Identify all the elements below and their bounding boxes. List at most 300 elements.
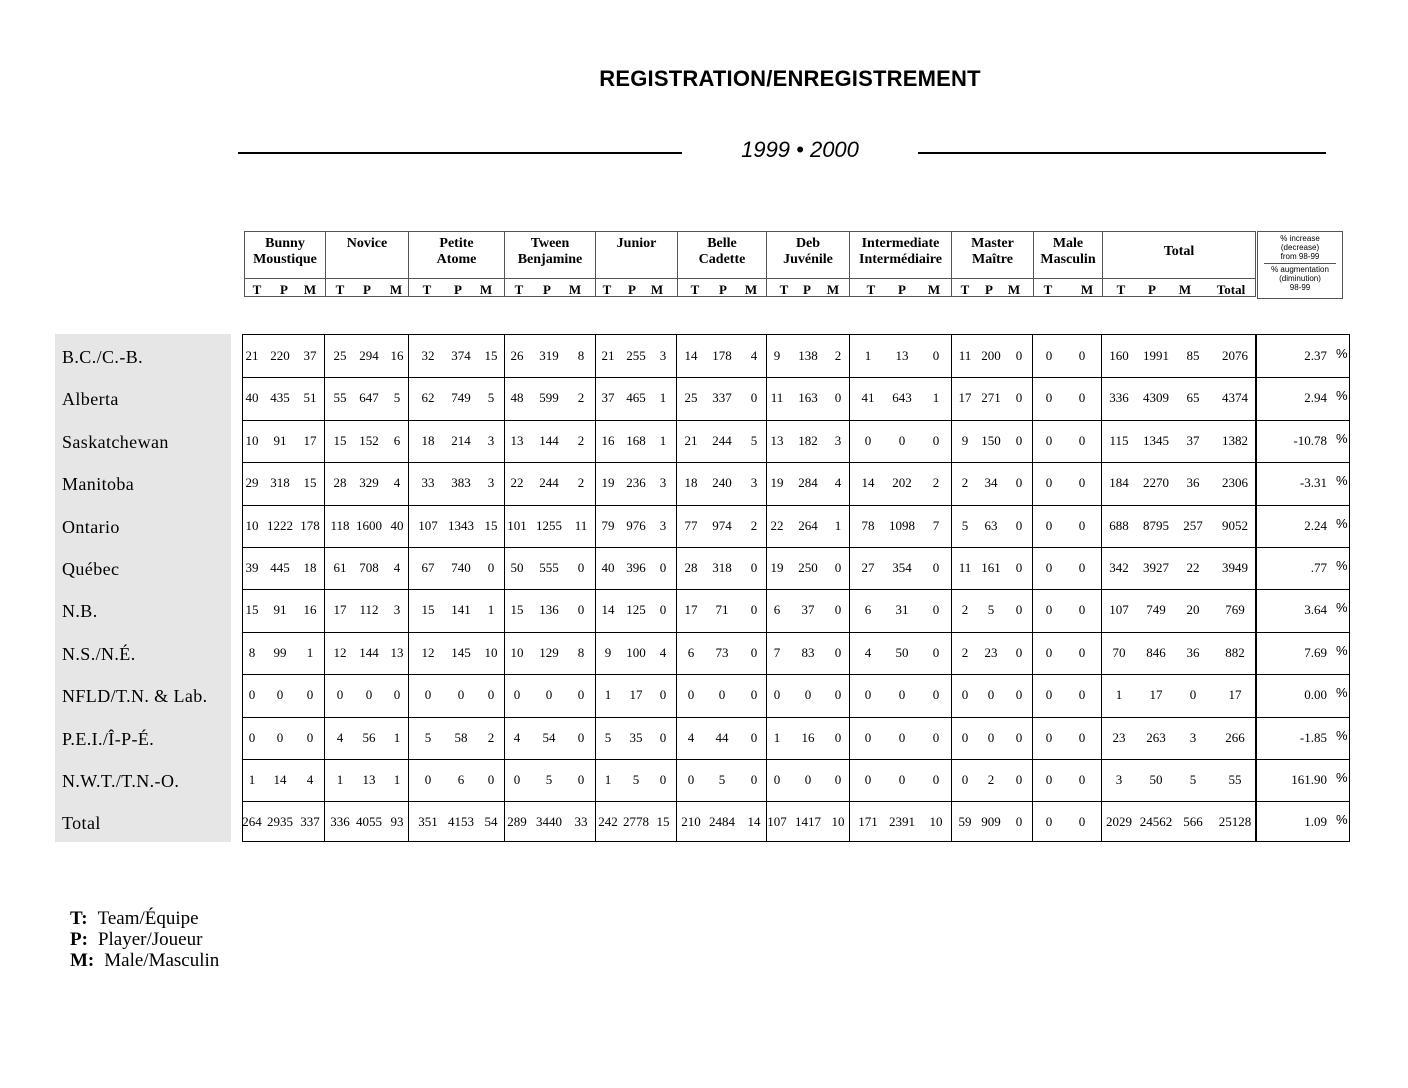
header-sub-label: M [479, 282, 493, 297]
table-cell: 14 [684, 348, 698, 363]
table-cell: 846 [1146, 644, 1166, 660]
table-cell: 4 [834, 475, 842, 491]
table-cell: 4 [687, 729, 695, 745]
table-cell: 93 [390, 814, 404, 830]
table-cell: 337 [300, 814, 320, 830]
table-cell: 0 [834, 390, 842, 406]
table-cell: 0 [687, 772, 695, 787]
table-cell: 0 [1015, 475, 1023, 491]
pct-change-value: -3.31 [1299, 475, 1327, 491]
table-cell: 4 [750, 348, 758, 363]
table-cell: 163 [798, 390, 818, 406]
table-cell: 7 [932, 517, 940, 533]
row-divider [243, 589, 1349, 590]
table-cell: 50 [1149, 772, 1163, 787]
table-cell: 236 [626, 475, 646, 491]
table-cell: 3440 [536, 814, 562, 830]
table-cell: 0 [987, 687, 995, 703]
table-cell: 740 [451, 560, 471, 575]
table-cell: 107 [1109, 602, 1129, 618]
table-cell: 909 [981, 814, 1001, 830]
pct-change-value: -1.85 [1299, 729, 1327, 745]
table-cell: 643 [892, 390, 912, 406]
table-cell: 40 [601, 560, 615, 575]
table-cell: 21 [245, 348, 259, 363]
table-cell: 3 [750, 475, 758, 491]
table-cell: 5 [987, 602, 995, 618]
table-cell: 0 [393, 687, 401, 703]
table-cell: 6 [687, 644, 695, 660]
header-group [504, 231, 596, 297]
column-divider [1256, 335, 1257, 841]
table-cell: 178 [300, 517, 320, 533]
table-cell: 41 [861, 390, 875, 406]
table-cell: 118 [330, 517, 350, 533]
percent-sign: % [1336, 685, 1348, 701]
table-cell: 22 [770, 517, 784, 533]
table-cell: 0 [687, 687, 695, 703]
table-cell: 1 [864, 348, 872, 363]
table-cell: 13 [895, 348, 909, 363]
table-cell: 35 [629, 729, 643, 745]
header-group-name: Intermediate Intermédiaire [859, 236, 942, 267]
pct-change-value: 2.37 [1304, 348, 1327, 363]
header-group [1033, 231, 1103, 297]
table-cell: 0 [1078, 814, 1086, 830]
table-cell: 4 [336, 729, 344, 745]
column-divider [676, 335, 677, 841]
column-divider [766, 335, 767, 841]
table-cell: 0 [1078, 475, 1086, 491]
table-cell: 0 [1078, 687, 1086, 703]
table-cell: 0 [276, 729, 284, 745]
row-label: Alberta [62, 389, 119, 410]
table-header [244, 231, 1344, 299]
percent-sign: % [1336, 727, 1348, 743]
header-sub-label: M [568, 282, 582, 297]
table-cell: 0 [1015, 560, 1023, 575]
table-cell: 13 [390, 644, 404, 660]
table-cell: 0 [773, 772, 781, 787]
table-cell: 0 [1078, 602, 1086, 618]
table-cell: 5 [961, 517, 969, 533]
table-cell: 2029 [1106, 814, 1132, 830]
header-sub-label: M [744, 282, 758, 297]
table-cell: 3 [834, 432, 842, 448]
table-cell: 210 [681, 814, 701, 830]
table-cell: 0 [1045, 475, 1053, 491]
table-cell: 5 [750, 432, 758, 448]
table-cell: 4374 [1222, 390, 1248, 406]
table-cell: 12 [421, 644, 435, 660]
table-cell: 4 [864, 644, 872, 660]
table-cell: 2 [577, 390, 585, 406]
table-cell: 0 [932, 560, 940, 575]
table-cell: 0 [1045, 390, 1053, 406]
table-cell: 1 [393, 772, 401, 787]
table-cell: 3949 [1222, 560, 1248, 575]
table-cell: 73 [715, 644, 729, 660]
table-cell: 1991 [1143, 348, 1169, 363]
header-sub-label: P [454, 282, 462, 297]
table-cell: 974 [712, 517, 732, 533]
legend-item [70, 908, 219, 929]
table-cell: 13 [510, 432, 524, 448]
table-cell: 0 [1045, 432, 1053, 448]
table-cell: 0 [1015, 644, 1023, 660]
table-cell: 36 [1186, 644, 1200, 660]
table-cell: 39 [245, 560, 259, 575]
column-divider [408, 335, 409, 841]
table-cell: 161 [981, 560, 1001, 575]
table-cell: 7 [773, 644, 781, 660]
title-rule-left [238, 152, 682, 154]
table-cell: 107 [418, 517, 438, 533]
table-cell: 1098 [889, 517, 915, 533]
table-cell: 0 [1078, 390, 1086, 406]
table-cell: 3 [1115, 772, 1123, 787]
table-cell: 749 [1146, 602, 1166, 618]
table-cell: 91 [273, 602, 287, 618]
table-cell: 0 [750, 729, 758, 745]
percent-sign: % [1336, 812, 1348, 828]
table-cell: 144 [539, 432, 559, 448]
table-cell: 18 [684, 475, 698, 491]
table-cell: 0 [1078, 560, 1086, 575]
table-cell: 263 [1146, 729, 1166, 745]
table-cell: 59 [958, 814, 972, 830]
row-label: B.C./C.-B. [62, 347, 144, 367]
pct-change-value: 2.24 [1304, 517, 1327, 533]
header-sub-label: T [779, 282, 789, 297]
header-sub-label: P [1148, 282, 1156, 297]
row-label: P.E.I./Î-P-É. [62, 728, 155, 749]
table-cell: 0 [750, 560, 758, 575]
table-cell: 56 [362, 729, 376, 745]
table-cell: 17 [1228, 687, 1242, 703]
header-group [408, 231, 505, 297]
table-cell: 25 [684, 390, 698, 406]
pct-header-en: % increase (decrease) from 98-99 [1280, 234, 1320, 261]
header-sub-label: T [1116, 282, 1126, 297]
table-cell: 4 [306, 772, 314, 787]
table-cell: 2 [577, 475, 585, 491]
table-cell: 0 [834, 687, 842, 703]
table-cell: 144 [359, 644, 379, 660]
table-cell: 0 [750, 772, 758, 787]
table-cell: 15 [333, 432, 347, 448]
header-sub-label: T [960, 282, 970, 297]
table-cell: 555 [539, 560, 559, 575]
table-cell: 55 [333, 390, 347, 406]
header-sub-label: P [280, 282, 288, 297]
table-cell: 63 [984, 517, 998, 533]
table-cell: 1222 [267, 517, 293, 533]
table-cell: 18 [421, 432, 435, 448]
table-cell: 78 [861, 517, 875, 533]
table-cell: 976 [626, 517, 646, 533]
table-cell: 14 [601, 602, 615, 618]
table-cell: 0 [864, 432, 872, 448]
table-cell: 264 [242, 814, 262, 830]
table-cell: 566 [1183, 814, 1203, 830]
table-cell: 141 [451, 602, 471, 618]
table-cell: 125 [626, 602, 646, 618]
header-sub-label: T [422, 282, 432, 297]
table-cell: 319 [539, 348, 559, 363]
table-cell: 0 [834, 772, 842, 787]
table-cell: 37 [601, 390, 615, 406]
legend-key: P: [70, 929, 88, 950]
table-cell: 129 [539, 644, 559, 660]
table-cell: 2306 [1222, 475, 1248, 491]
table-cell: 1255 [536, 517, 562, 533]
table-cell: 55 [1228, 772, 1242, 787]
table-cell: 62 [421, 390, 435, 406]
table-cell: 749 [451, 390, 471, 406]
table-cell: 0 [487, 687, 495, 703]
table-cell: 1 [834, 517, 842, 533]
row-label: Québec [62, 559, 120, 579]
table-cell: 0 [1015, 432, 1023, 448]
table-cell: 329 [359, 475, 379, 491]
table-cell: 0 [1015, 772, 1023, 787]
table-cell: 0 [898, 432, 906, 448]
column-divider [1101, 335, 1102, 841]
table-cell: 2778 [623, 814, 649, 830]
table-cell: 54 [542, 729, 556, 745]
table-cell: 25 [333, 348, 347, 363]
row-label: N.B. [62, 601, 98, 622]
table-cell: 2391 [889, 814, 915, 830]
table-cell: 284 [798, 475, 818, 491]
table-cell: 3 [659, 348, 667, 363]
table-cell: 15 [421, 602, 435, 618]
table-cell: 1 [659, 390, 667, 406]
table-cell: 0 [961, 729, 969, 745]
percent-sign: % [1336, 770, 1348, 785]
table-cell: 1 [773, 729, 781, 745]
table-cell: 31 [895, 602, 909, 618]
table-cell: 4 [393, 560, 401, 575]
table-cell: 13 [362, 772, 376, 787]
table-cell: 0 [961, 687, 969, 703]
percent-sign: % [1336, 642, 1348, 658]
header-group-name: Bunny Moustique [253, 236, 317, 267]
pct-change-value: 161.90 [1291, 772, 1327, 787]
table-cell: 12 [333, 644, 347, 660]
table-cell: 0 [864, 729, 872, 745]
table-cell: 0 [545, 687, 553, 703]
table-cell: 16 [390, 348, 404, 363]
header-group [595, 231, 678, 297]
column-divider [324, 335, 325, 841]
registration-table [242, 334, 1350, 842]
table-cell: 688 [1109, 517, 1129, 533]
table-cell: 2 [961, 644, 969, 660]
table-cell: 0 [864, 772, 872, 787]
table-cell: 244 [712, 432, 732, 448]
table-cell: 2270 [1143, 475, 1169, 491]
row-divider [243, 462, 1349, 463]
header-group [951, 231, 1034, 297]
header-group [766, 231, 850, 297]
header-sub-label: M [389, 282, 403, 297]
table-cell: 1 [604, 772, 612, 787]
row-divider [243, 801, 1349, 802]
table-cell: 0 [513, 687, 521, 703]
header-group-name: Tween Benjamine [517, 236, 583, 267]
table-cell: 4055 [356, 814, 382, 830]
table-cell: 138 [798, 348, 818, 363]
table-cell: 48 [510, 390, 524, 406]
table-cell: 171 [858, 814, 878, 830]
table-cell: 25128 [1218, 814, 1252, 830]
legend-text: Male/Masculin [104, 950, 220, 971]
table-cell: 32 [421, 348, 435, 363]
table-cell: 1345 [1143, 432, 1169, 448]
legend-item [70, 929, 219, 950]
table-cell: 5 [424, 729, 432, 745]
header-group-name: Total [1163, 244, 1195, 259]
table-cell: 0 [1045, 348, 1053, 363]
table-cell: 58 [454, 729, 468, 745]
header-group-name: Male Masculin [1040, 236, 1096, 267]
table-cell: 2 [961, 475, 969, 491]
table-cell: 374 [451, 348, 471, 363]
table-cell: 0 [750, 687, 758, 703]
table-cell: 101 [507, 517, 527, 533]
table-cell: 0 [248, 729, 256, 745]
table-cell: 54 [484, 814, 498, 830]
table-cell: 9052 [1222, 517, 1248, 533]
row-divider [243, 505, 1349, 506]
table-cell: 240 [712, 475, 732, 491]
row-label: Manitoba [62, 474, 135, 495]
table-cell: 0 [1015, 814, 1023, 830]
header-group-name: Petite Atome [436, 236, 477, 267]
header-sub-label: M [1007, 282, 1021, 297]
percent-sign: % [1336, 515, 1348, 531]
table-cell: 6 [864, 602, 872, 618]
table-cell: 9 [961, 432, 969, 448]
table-cell: 0 [1015, 517, 1023, 533]
table-cell: 0 [513, 772, 521, 787]
table-cell: 0 [577, 772, 585, 787]
pct-change-value: 2.94 [1304, 390, 1327, 406]
table-cell: 318 [712, 560, 732, 575]
legend-text: Team/Équipe [97, 908, 199, 929]
table-cell: 0 [336, 687, 344, 703]
table-cell: 44 [715, 729, 729, 745]
row-divider [243, 674, 1349, 675]
table-cell: 8 [577, 644, 585, 660]
table-cell: 0 [834, 729, 842, 745]
title-rule-right [918, 152, 1326, 154]
table-cell: 50 [510, 560, 524, 575]
table-cell: 21 [684, 432, 698, 448]
row-label: N.S./N.É. [62, 643, 136, 664]
table-cell: 351 [418, 814, 438, 830]
table-cell: 14 [747, 814, 761, 830]
header-sub-label: T [252, 282, 262, 297]
table-cell: 882 [1225, 644, 1245, 660]
row-divider [243, 420, 1349, 421]
table-cell: 1 [1115, 687, 1123, 703]
row-label: NFLD/T.N. & Lab. [62, 686, 208, 707]
table-cell: 647 [359, 390, 379, 406]
table-cell: 15 [510, 602, 524, 618]
header-group [1102, 231, 1256, 297]
header-sub-label: M [927, 282, 941, 297]
table-cell: 34 [984, 475, 998, 491]
table-cell: 8795 [1143, 517, 1169, 533]
table-cell: 19 [770, 560, 784, 575]
table-cell: 0 [577, 560, 585, 575]
header-group-name: Master Maître [971, 236, 1014, 267]
table-cell: 28 [333, 475, 347, 491]
table-cell: 17 [629, 687, 643, 703]
table-cell: 0 [804, 687, 812, 703]
table-cell: 354 [892, 560, 912, 575]
table-cell: 19 [770, 475, 784, 491]
header-group-name: Belle Cadette [698, 236, 746, 267]
table-cell: 3 [487, 432, 495, 448]
table-cell: 200 [981, 348, 1001, 363]
table-cell: 15 [245, 602, 259, 618]
table-cell: 6 [457, 772, 465, 787]
table-cell: 2 [987, 772, 995, 787]
header-sub-label: T [335, 282, 345, 297]
table-cell: 3927 [1143, 560, 1169, 575]
header-sub-label: P [719, 282, 727, 297]
table-cell: 15 [484, 348, 498, 363]
header-sub-label: T [514, 282, 524, 297]
table-cell: 0 [898, 772, 906, 787]
table-cell: 0 [773, 687, 781, 703]
table-cell: 0 [932, 432, 940, 448]
table-cell: 83 [801, 644, 815, 660]
table-cell: 0 [932, 348, 940, 363]
column-divider [849, 335, 850, 841]
table-cell: 5 [632, 772, 640, 787]
table-cell: 4 [659, 644, 667, 660]
table-cell: 4153 [448, 814, 474, 830]
table-cell: 0 [1078, 644, 1086, 660]
table-cell: 1 [932, 390, 940, 406]
table-cell: 37 [1186, 432, 1200, 448]
legend-key: M: [70, 950, 95, 971]
table-cell: 23 [984, 644, 998, 660]
table-cell: 0 [932, 772, 940, 787]
table-cell: 0 [864, 687, 872, 703]
table-cell: 1600 [356, 517, 382, 533]
header-group [244, 231, 326, 297]
table-cell: 0 [1045, 560, 1053, 575]
percent-sign: % [1336, 346, 1348, 361]
table-cell: 22 [1186, 560, 1200, 575]
table-cell: 0 [365, 687, 373, 703]
table-cell: 8 [248, 644, 256, 660]
table-cell: 0 [1078, 772, 1086, 787]
table-cell: 0 [932, 602, 940, 618]
header-sub-label: T [866, 282, 876, 297]
table-cell: 17 [333, 602, 347, 618]
table-cell: 70 [1112, 644, 1126, 660]
table-cell: 6 [393, 432, 401, 448]
header-sub-label: P [985, 282, 993, 297]
table-cell: 0 [1045, 644, 1053, 660]
